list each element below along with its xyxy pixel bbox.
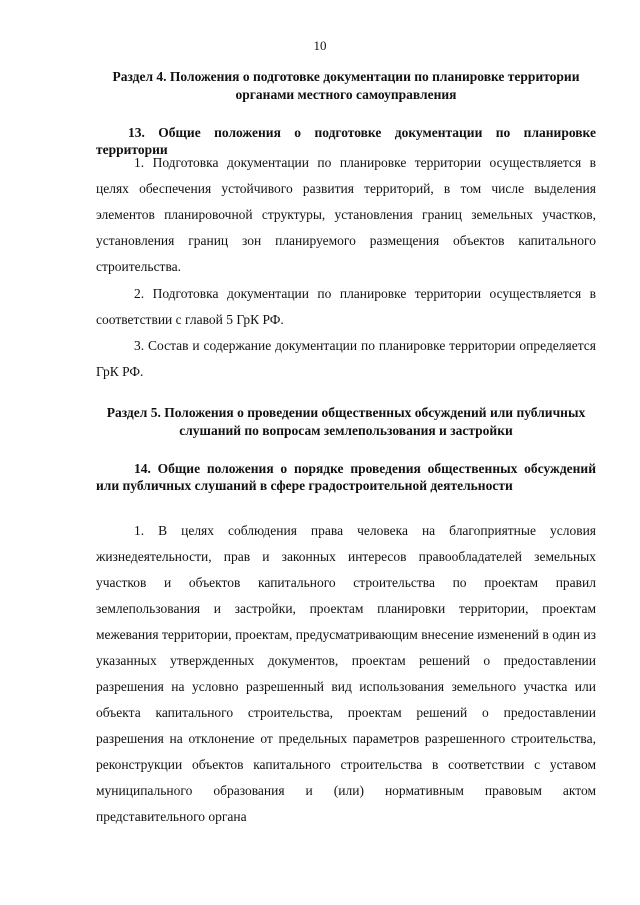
article-13-title: 13. Общие положения о подготовке документации по планировке территории: [96, 125, 596, 157]
section-4-title: Раздел 4. Положения о подготовке документации по планировке территории органами местного самоуправления: [112, 69, 580, 102]
article-14-paragraph-1: 1. В целях соблюдения права человека на благоприятные условия жизнедеятельности, прав и законных интересов правообладателей земельных участков и объектов капитального строительства по проектам правил землепользования и застройки, проектам планировки территории, проектам межевания территории, проектам, предусматривающим внесение изменений в один из указанных утвержденных документов, проектам решений о предоставлении разрешения на условно разрешенный вид использования земельного участка или объекта капитального строительства, проектам решений о предоставлении разрешения на отклонение от предельных параметров разрешенного строительства, реконструкции объектов капитального строительства в соответствии с уставом муниципального образования и (или) нормативным правовым актом представительного органа: [96, 523, 596, 824]
article-13-paragraph-2: 2. Подготовка документации по планировке территории осуществляется в соответствии с главой 5 ГрК РФ.: [96, 286, 596, 327]
article-13-paragraph-3: 3. Состав и содержание документации по планировке территории определяется ГрК РФ.: [96, 338, 596, 379]
article-14-title: 14. Общие положения о порядке проведения общественных обсуждений или публичных слушаний в сфере градостроительной деятельности: [96, 461, 596, 493]
article-13-paragraph-1: 1. Подготовка документации по планировке территории осуществляется в целях обеспечения устойчивого развития территорий, в том числе выделения элементов планировочной структуры, установления границ земельных участков, установления границ зон планируемого размещения объектов капитального строительства.: [96, 155, 596, 274]
page-number: 10: [313, 38, 327, 53]
section-5-title: Раздел 5. Положения о проведении общественных обсуждений или публичных слушаний по вопросам землепользования и застройки: [106, 405, 586, 438]
